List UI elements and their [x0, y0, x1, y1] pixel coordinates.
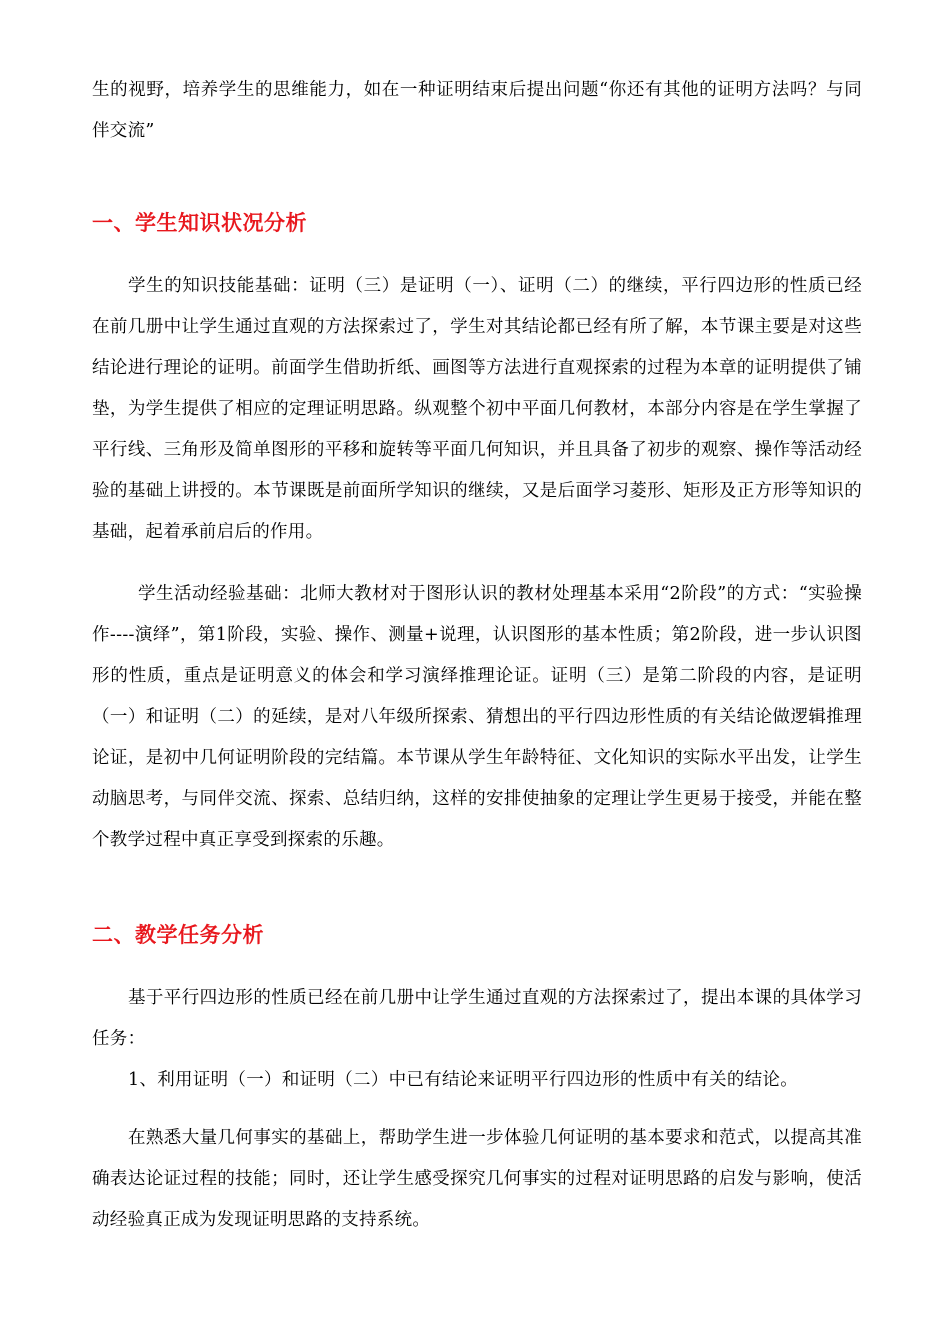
intro-paragraph: 生的视野，培养学生的思维能力，如在一种证明结束后提出问题“你还有其他的证明方法吗？与同伴交流”: [92, 80, 862, 141]
section-heading-student-knowledge: 一、学生知识状况分析: [92, 211, 307, 235]
paragraph-task-details: 在熟悉大量几何事实的基础上，帮助学生进一步体验几何证明的基本要求和范式，以提高其准确表达论证过程的技能；同时，还让学生感受探究几何事实的过程对证明思路的启发与影响，使活动经验真正成为发现证明思路的支持系统。: [92, 1128, 862, 1230]
section-heading-teaching-tasks: 二、教学任务分析: [92, 923, 264, 947]
paragraph-task-intro: 基于平行四边形的性质已经在前几册中让学生通过直观的方法探索过了，提出本课的具体学习任务：: [92, 988, 862, 1049]
paragraph-task-item-1: 1、利用证明（一）和证明（二）中已有结论来证明平行四边形的性质中有关的结论。: [128, 1070, 799, 1090]
paragraph-activity-experience: 学生活动经验基础：北师大教材对于图形认识的教材处理基本采用“2阶段”的方式：“实验操作----演绎”，第1阶段，实验、操作、测量+说理，认识图形的基本性质；第2阶段，进一步认识图形的性质，重点是证明意义的体会和学习演绎推理论证。证明（三）是第二阶段的内容，是证明（一）和证明（二）的延续，是对八年级所探索、猜想出的平行四边形性质的有关结论做逻辑推理论证，是初中几何证明阶段的完结篇。本节课从学生年龄特征、文化知识的实际水平出发，让学生动脑思考，与同伴交流、探索、总结归纳，这样的安排使抽象的定理让学生更易于接受，并能在整个教学过程中真正享受到探索的乐趣。: [92, 584, 862, 850]
paragraph-knowledge-skills: 学生的知识技能基础：证明（三）是证明（一）、证明（二）的继续，平行四边形的性质已经在前几册中让学生通过直观的方法探索过了，学生对其结论都已经有所了解，本节课主要是对这些结论进行理论的证明。前面学生借助折纸、画图等方法进行直观探索的过程为本章的证明提供了铺垫，为学生提供了相应的定理证明思路。纵观整个初中平面几何教材，本部分内容是在学生掌握了平行线、三角形及简单图形的平移和旋转等平面几何知识，并且具备了初步的观察、操作等活动经验的基础上讲授的。本节课既是前面所学知识的继续，又是后面学习菱形、矩形及正方形等知识的基础，起着承前启后的作用。: [92, 276, 862, 542]
